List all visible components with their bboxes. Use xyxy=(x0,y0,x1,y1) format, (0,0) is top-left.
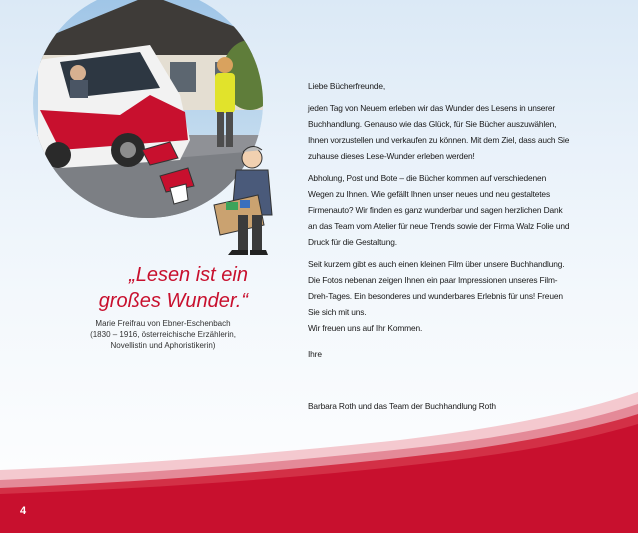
letter-signature: Barbara Roth und das Team der Buchhandlung Roth xyxy=(308,401,496,411)
quote-block xyxy=(78,262,248,351)
letter-paragraph-4: Wir freuen uns auf Ihr Kommen. xyxy=(308,323,423,333)
letter-paragraph-1: jeden Tag von Neuem erleben wir das Wunder des Lesens in unserer Buchhandlung. Genauso wie das Glück, für Sie Bücher auszuwählen, Ihnen vorzustellen und verkaufen zu können. Mit dem Ziel, dass auch Sie zuhause dieses Lese-Wunder erleben werden! xyxy=(308,103,570,161)
quote-line-1: „Lesen ist ein xyxy=(129,264,248,286)
quote-attribution xyxy=(78,318,248,351)
quote-line-2: großes Wunder.“ xyxy=(98,290,248,312)
letter-closing: Ihre xyxy=(308,349,322,359)
letter-paragraph-3: Seit kurzem gibt es auch einen kleinen Film über unsere Buchhandlung. Die Fotos nebenan zeigen Ihnen ein paar Impressionen unseres Film-Dreh-Tages. Ein besonderes und wunderbares Erlebnis für uns! Freuen Sie sich mit uns. xyxy=(308,259,565,317)
quote-source-line-3: Novellistin und Aphoristikerin) xyxy=(110,341,216,350)
letter-body xyxy=(308,78,570,420)
quote-source-line-2: (1830 – 1916, österreichische Erzählerin, xyxy=(90,330,236,339)
letter-paragraph-2: Abholung, Post und Bote – die Bücher kommen auf verschiedenen Wegen zu Ihnen. Wie gefällt Ihnen unser neues und neu gestaltetes Firmenauto? Wir finden es ganz wunderbar und sagen herzlichen Dank an das Team vom Atelier für neue Trends sowie der Firma Walz Folie und Druck für die Gestaltung. xyxy=(308,173,570,247)
letter-greeting: Liebe Bücherfreunde, xyxy=(308,81,386,91)
quote-source-line-1: Marie Freifrau von Ebner-Eschenbach xyxy=(95,319,231,328)
page-number: 4 xyxy=(20,505,27,517)
